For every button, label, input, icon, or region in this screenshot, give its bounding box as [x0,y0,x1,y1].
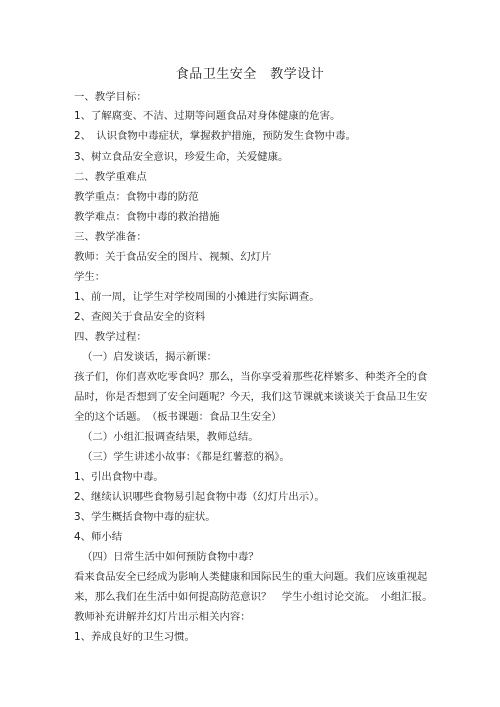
process-part-heading: （四）日常生活中如何预防食物中毒？ [82,551,259,563]
student-preparation-label: 学生： [74,271,106,283]
section-heading-preparation: 三、教学准备： [74,231,147,243]
difficult-point: 教学难点：食物中毒的救治措施 [74,211,220,223]
process-part-heading: （三）学生讲述小故事：《都是红薯惹的祸》。 [82,451,290,463]
teacher-preparation: 教师：关于食品安全的图片、视频、幻灯片 [74,251,272,263]
process-part-heading: （一）启发谈话，揭示新课： [82,351,218,363]
process-part-heading: （二）小组汇报调查结果，教师总结。 [82,431,259,443]
section-heading-process: 四、教学过程： [74,331,147,343]
process-paragraph: 看来食品安全已经成为影响人类健康和国际民生的重大问题。我们应该重视起来，那么我们在生活中如何提高防范意识？ 学生小组讨论交流。 小组汇报。 [74,571,433,603]
process-paragraph: 孩子们，你们喜欢吃零食吗？那么，当你享受着那些花样繁多、种类齐全的食品时，你是否想到了安全问题呢？今天，我们这节课就来谈谈关于食品卫生安全的这个话题。 （板书课题：食品卫生安全） [74,371,428,423]
document-title: 食品卫生安全 教学设计 [175,67,325,82]
process-item: 1、养成良好的卫生习惯。 [74,631,195,643]
process-item: 1、引出食物中毒。 [74,471,164,483]
preparation-item: 2、查阅关于食品安全的资料 [74,311,206,323]
section-heading-objectives: 一、教学目标： [74,91,147,103]
objective-item: 2、 认识食物中毒症状，掌握救护措施，预防发生食物中毒。 [74,130,356,142]
preparation-item: 1、前一周，让学生对学校周围的小摊进行实际调查。 [74,291,320,303]
objective-item: 1、了解腐变、不洁、过期等问题食品对身体健康的危害。 [74,110,341,122]
process-item: 3、学生概括食物中毒的症状。 [74,511,216,523]
key-point: 教学重点：食物中毒的防范 [74,191,199,203]
process-item: 4、师小结 [74,531,123,543]
teacher-supplement: 教师补充讲解并幻灯片出示相关内容： [74,611,251,623]
objective-item: 3、树立食品安全意识，珍爱生命，关爱健康。 [74,151,289,163]
section-heading-key-points: 二、教学重难点 [74,171,147,183]
process-item: 2、继续认识哪些食物易引起食物中毒（幻灯片出示）。 [74,491,325,503]
